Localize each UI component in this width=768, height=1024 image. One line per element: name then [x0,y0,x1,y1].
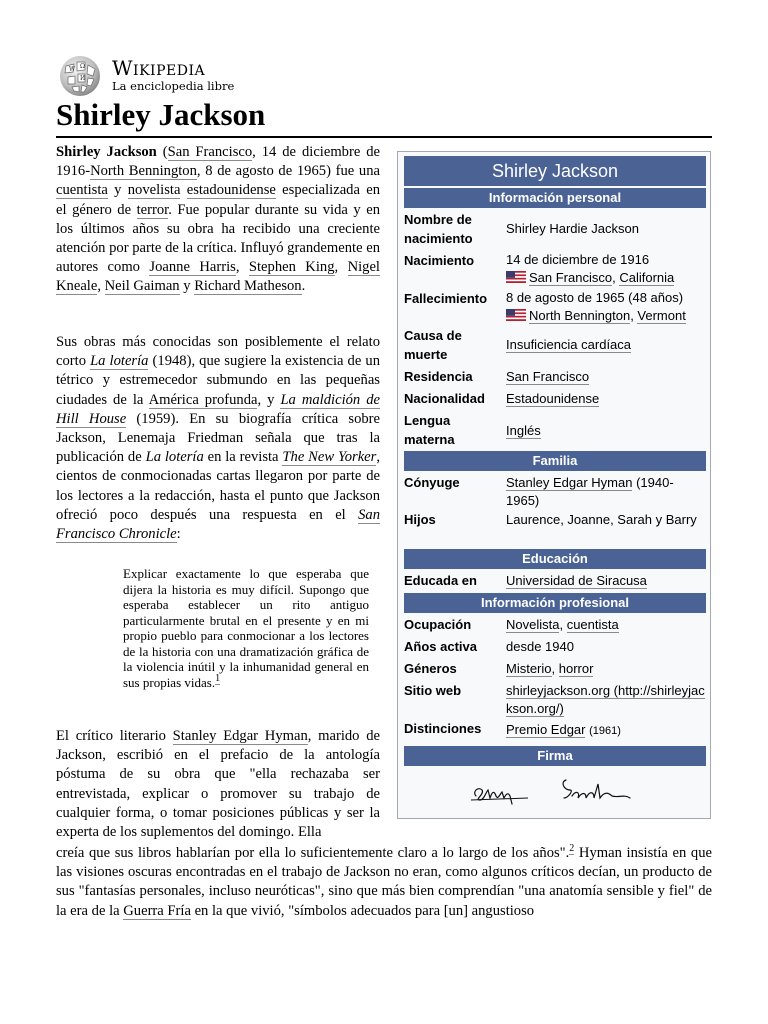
signature-image [468,774,638,806]
separator: , [612,270,620,285]
reference-link[interactable]: 1 [215,673,221,685]
blockquote [123,566,369,690]
label-educada: Educada en [404,573,477,588]
separator: , [630,308,638,323]
text: , [334,259,348,276]
reference-link[interactable]: 2 [569,843,575,855]
text: (1940-1965) [506,475,674,508]
link-terror[interactable]: terror [136,201,169,218]
value-nombre: Shirley Hardie Jackson [506,221,639,236]
link-richard-matheson[interactable]: Richard Matheson [194,278,302,295]
text: (1959). En su biografía crítica sobre Jackson, Lenemaja Friedman señala que tras la publicación de [56,410,380,466]
link-death-city[interactable]: North Bennington [529,308,631,323]
label-distinciones: Distinciones [404,721,482,736]
death-date: 8 de agosto de 1965 (48 años) [506,290,684,305]
text: en la que vivió, "símbolos adecuados para [un] angustioso [190,902,535,919]
wikipedia-tagline: La enciclopedia libre [112,79,235,93]
page-title: Shirley Jackson [56,97,266,132]
text: en la revista [203,449,283,466]
svg-text:И: И [80,75,86,82]
link-lengua[interactable]: Inglés [506,423,541,438]
value-nacimiento [506,251,706,287]
label-lengua: Lengua materna [404,413,455,447]
label-sitio-web: Sitio web [404,683,462,698]
label-ocupacion: Ocupación [404,617,472,632]
value-anos-activa: desde 1940 [506,639,574,654]
text: , y [257,391,281,408]
wikipedia-globe-icon[interactable] [56,54,104,98]
link-cuentista[interactable]: cuentista [566,617,619,632]
us-flag-icon [506,271,526,283]
link-nacionalidad[interactable]: Estadounidense [506,391,600,406]
text: y [107,182,128,199]
infobox-title: Shirley Jackson [404,156,706,186]
link-death-region[interactable]: Vermont [637,308,686,323]
text: Hyman insistía en que las visiones oscuras encontradas en el trabajo de Jackson no eran, como algunos críticos decían, un producto de sus "fantasías personales, incluso neuróticas", sino que más bien comprendían "una anatomía sensible y fiel" de la era de la [56,845,712,919]
value-causa [506,336,706,354]
label-residencia: Residencia [404,369,473,384]
link-sitio-web[interactable]: shirleyjackson.org (http://shirleyjackson.org/) [506,683,705,716]
separator: , [551,661,559,676]
wikipedia-wordmark[interactable]: Wikipedia [112,56,206,80]
link-misterio[interactable]: Misterio [506,661,552,676]
text: creía que sus libros hablarían por ella lo suficientemente claro a lo largo de los años". [56,845,570,861]
link-guerra-fria[interactable]: Guerra Fría [123,902,191,919]
site-header [56,52,256,96]
text: , [97,278,105,295]
link-residencia[interactable]: San Francisco [506,369,590,384]
link-estadounidense[interactable]: estadounidense [186,182,276,199]
works-paragraph [56,333,380,544]
link-conyuge[interactable]: Stanley Edgar Hyman [506,475,633,490]
intro-paragraph [56,143,380,297]
quote-text: Explicar exactamente lo que esperaba que dijera la historia es muy difícil. Supongo que esperaba establecer un rito antiguo particularmente brutal en el presente y en mi propio pueblo para conmocionar a los lectores de la historia con una dramatización gráfica de la violencia inútil y la inhumanidad general en sus propias vidas. [123,566,369,690]
death-place [506,307,706,325]
text: . Fue popular durante su vida y en los últimos años su obra ha recibido una creciente atención por parte de la crítica. Influyó grandemente en autores como [56,201,380,276]
link-hill-house[interactable]: La maldición de Hill House [56,391,380,427]
text: , 14 de diciembre de 1916- [56,144,381,180]
section-familia: Familia [404,451,706,471]
label-nacimiento: Nacimiento [404,253,475,268]
value-ocupacion [506,616,706,634]
link-cuentista[interactable]: cuentista [56,182,108,199]
section-informacion-profesional: Información profesional [404,593,706,613]
value-hijos: Laurence, Joanne, Sarah y Barry [506,512,697,527]
link-la-loteria[interactable]: La lotería [90,353,149,370]
label-fallecimiento: Fallecimiento [404,291,488,306]
subject-name: Shirley Jackson [56,144,157,160]
svg-text:W: W [69,66,76,73]
text: , [235,259,249,276]
link-horror[interactable]: horror [558,661,594,676]
link-stephen-king[interactable]: Stephen King [248,259,335,276]
value-distinciones [506,721,706,740]
text: (1948), que sugiere la existencia de un tétrico y estremecedor submundo en las pequeñas ciudades de la [56,353,380,408]
text: El crítico literario [56,728,173,744]
award-year: (1961) [589,725,621,737]
infobox [397,151,711,819]
label-hijos: Hijos [404,512,436,527]
critic-paragraph [56,727,380,842]
us-flag-icon [506,309,526,321]
link-neil-gaiman[interactable]: Neil Gaiman [104,278,180,295]
label-nombre: Nombre de nacimiento [404,212,473,246]
title-divider [56,136,712,138]
value-sitio-web [506,682,706,718]
svg-text:Ω: Ω [80,63,85,70]
label-anos-activa: Años activa [404,639,477,654]
text: y [179,278,195,295]
birth-date: 14 de diciembre de 1916 [506,252,650,267]
label-conyuge: Cónyuge [404,475,460,490]
value-residencia [506,368,706,386]
text: , 8 de agosto de 1965) fue una [196,163,380,180]
value-generos [506,660,706,678]
value-educada [506,572,706,590]
link-causa[interactable]: Insuficiencia cardíaca [506,337,632,352]
link-novelista[interactable]: novelista [127,182,181,199]
value-nacionalidad [506,390,706,408]
link-sf-chronicle[interactable]: San Francisco Chronicle [56,506,380,543]
label-generos: Géneros [404,661,457,676]
link-san-francisco[interactable]: San Francisco [167,144,253,160]
italic-title: La lotería [145,449,204,466]
text: , marido de Jackson, escribió en el prefacio de la antología póstuma de su obra que "ella rechazaba ser entrevistada, explicar o promover su trabajo de cualquier forma, o tomar posiciones públicas y ser la experta de los suplementos del domingo. Ella [56,728,380,841]
link-birth-region[interactable]: California [619,270,675,285]
link-new-yorker[interactable]: The New Yorker [282,449,377,466]
link-premio-edgar[interactable]: Premio Edgar [506,722,586,737]
value-lengua [506,422,706,440]
birth-place [506,269,706,287]
text: especializada en el género de [56,182,380,218]
link-universidad[interactable]: Universidad de Siracusa [506,573,647,588]
critic-paragraph-continued [56,844,712,921]
link-novelista[interactable]: Novelista [506,617,560,632]
section-firma: Firma [404,746,706,766]
link-america-profunda[interactable]: América profunda [148,391,258,408]
section-educacion: Educación [404,549,706,569]
value-fallecimiento [506,289,706,325]
separator: , [559,617,567,632]
link-nigel-kneale[interactable]: Nigel Kneale [56,259,380,295]
text: Sus obras más conocidas son posiblemente el relato corto [56,334,380,370]
link-joanne-harris[interactable]: Joanne Harris [149,259,236,276]
text [180,182,186,198]
value-conyuge [506,474,706,510]
text: ( [156,144,168,160]
text: . [301,278,306,295]
label-nacionalidad: Nacionalidad [404,391,485,406]
text: , cientos de conmocionadas cartas llegaron por parte de los lectores a la redacción, hasta el punto que Jackson ofreció poco después una respuesta en el [56,449,380,523]
link-north-bennington[interactable]: North Bennington [90,163,197,180]
label-causa: Causa de muerte [404,328,462,362]
link-birth-city[interactable]: San Francisco [529,270,613,285]
text: : [176,526,181,543]
link-stanley-edgar-hyman[interactable]: Stanley Edgar Hyman [172,728,308,744]
section-informacion-personal: Información personal [404,188,706,208]
